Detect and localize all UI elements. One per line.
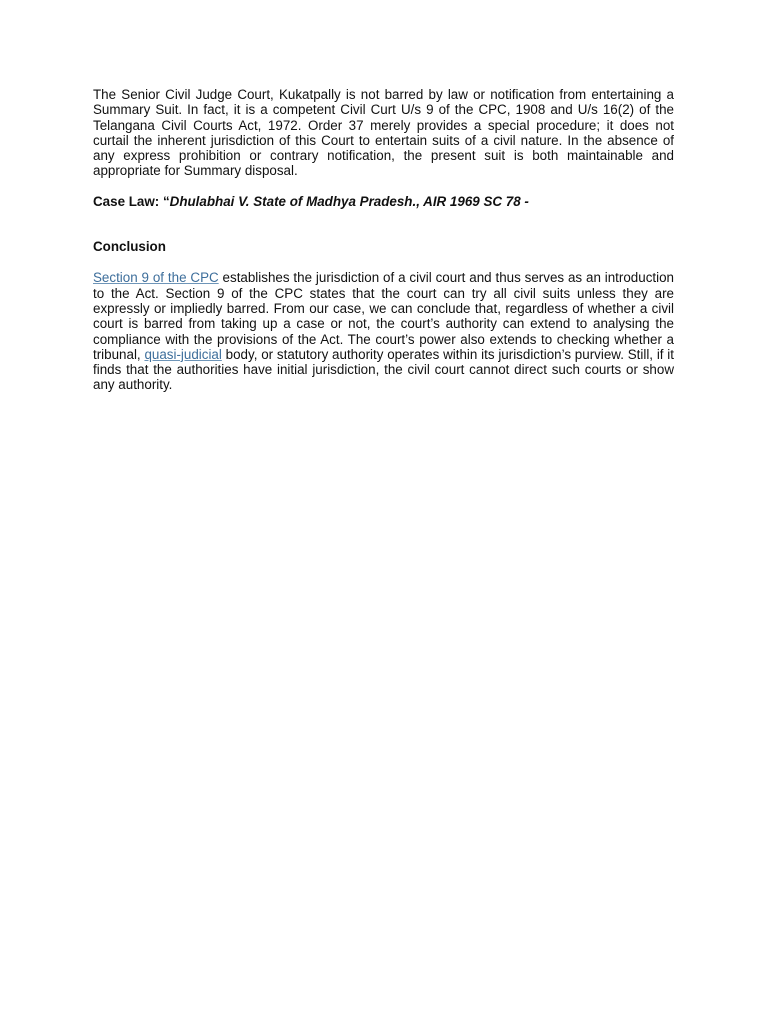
conclusion-heading: Conclusion	[93, 239, 166, 255]
case-law-citation: Dhulabhai V. State of Madhya Pradesh., AIR 1969 SC 78 -	[169, 193, 529, 209]
conclusion-text-part2: body, or statutory authority operates within its jurisdiction’s purview. Still, if it finds that the authorities have initial jurisdiction, the civil court cannot direct such courts or show any authority.	[93, 346, 674, 393]
case-law-label: Case Law: “	[93, 193, 170, 209]
conclusion-paragraph	[93, 270, 674, 392]
intro-paragraph: The Senior Civil Judge Court, Kukatpally is not barred by law or notification from entertaining a Summary Suit. In fact, it is a competent Civil Curt U/s 9 of the CPC, 1908 and U/s 16(2) of the Telangana Civil Courts Act, 1972. Order 37 merely provides a special procedure; it does not curtail the inherent jurisdiction of this Court to entertain suits of a civil nature. In the absence of any express prohibition or contrary notification, the present suit is both maintainable and appropriate for Summary disposal.	[93, 87, 674, 179]
section-9-cpc-link[interactable]: Section 9 of the CPC	[93, 270, 219, 286]
quasi-judicial-link[interactable]: quasi-judicial	[144, 346, 222, 362]
document-page	[93, 87, 674, 393]
case-law-line	[93, 194, 674, 209]
conclusion-text-part1: establishes the jurisdiction of a civil court and thus serves as an introduction to the Act. Section 9 of the CPC states that the court can try all civil suits unless they are expressly or impliedly barred. From our case, we can conclude that, regardless of whether a civil court is barred from taking up a case or not, the court’s authority can extend to analysing the compliance with the provisions of the Act. The court’s power also extends to checking whether a tribunal,	[93, 270, 674, 362]
